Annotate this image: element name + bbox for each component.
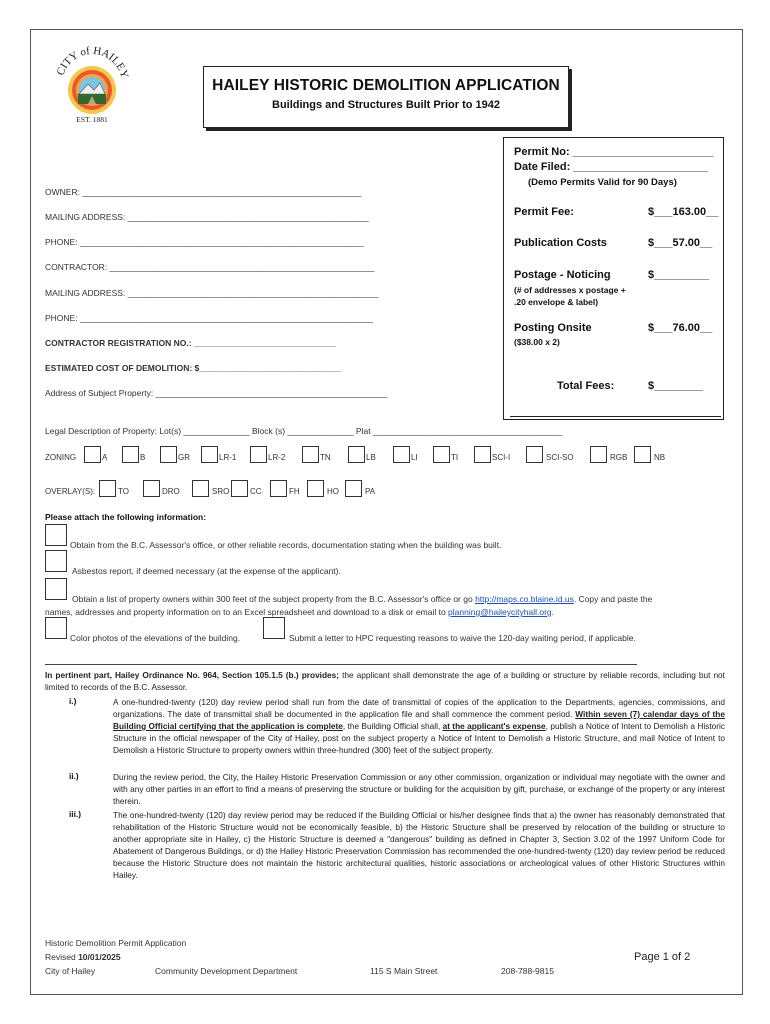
- ordinance-iii-text: The one-hundred-twenty (120) day review period may be reduced if the Building Official or his/her designee finds that a) the owner has reasonably demonstrated that rehabilitation of the Historic Structure would not be economically feasible, b) the Historic Structure shall be preserved by relocation of the building or structure to another appropriate site in Hailey, c) the Historic Structure is deemed a "dangerous" building as defined in Chapter 3, Section 3.02 of the 1997 Uniform Code for Abatement of Dangerous Buildings, or d) the Hailey Historic Preservation Commission has recommended the one-hundred-twenty (120) day review period be reduced because the Historic Structure does not maintain the historic architectural qualities, historic associations or archeological values of other Historic Structures within Hailey.: [113, 810, 725, 880]
- page-title: HAILEY HISTORIC DEMOLITION APPLICATION: [212, 77, 560, 94]
- total-fees-value[interactable]: $________: [648, 380, 704, 392]
- overlay-label-pa: PA: [365, 487, 376, 496]
- postage-label: Postage - Noticing: [514, 269, 611, 281]
- contractor-registration-field[interactable]: CONTRACTOR REGISTRATION NO.: ______________________________: [45, 338, 336, 348]
- zoning-label-tn: TN: [320, 453, 331, 462]
- zoning-label-li: LI: [411, 453, 418, 462]
- overlay-checkbox-fh[interactable]: [270, 480, 287, 497]
- attach-heading: Please attach the following information:: [45, 512, 207, 522]
- legal-description-field[interactable]: Legal Description of Property: Lot(s) ______________ Block (s) ______________ Plat ________________________________________: [45, 426, 563, 436]
- total-fees-label: Total Fees:: [557, 380, 615, 392]
- attach-item-3-text-b: . Copy and paste the: [573, 594, 653, 604]
- overlay-label-to: TO: [118, 487, 129, 496]
- ordinance-i-a: A one-hundred-twenty (120) day review period shall run from the date of transmittal of copies of the application to the Departments, agencies, commissions, and organizations. The date of transmittal shall be documented in the application file and shall commence the comment period.: [113, 697, 725, 719]
- posting-onsite-value: $___76.00__: [648, 322, 713, 334]
- attach-checkbox-3[interactable]: [45, 578, 67, 600]
- overlay-label-fh: FH: [289, 487, 300, 496]
- zoning-checkbox-nb[interactable]: [634, 446, 651, 463]
- footer-page-number: Page 1 of 2: [634, 951, 691, 963]
- estimated-cost-field[interactable]: ESTIMATED COST OF DEMOLITION: $______________________________: [45, 363, 342, 373]
- footer-revised-label: Revised: [45, 952, 79, 962]
- section-divider: [45, 664, 637, 665]
- overlay-checkbox-pa[interactable]: [345, 480, 362, 497]
- logo-arc-text: CITY of HAILEY: [54, 44, 131, 80]
- zoning-label: ZONING: [45, 453, 77, 462]
- attach-item-3-text-d: .: [551, 607, 555, 617]
- date-filed-field[interactable]: Date Filed: ______________________: [514, 161, 708, 173]
- zoning-label-rgb: RGB: [610, 453, 628, 462]
- overlay-checkbox-ho[interactable]: [307, 480, 324, 497]
- permit-no-field[interactable]: Permit No: _______________________: [514, 146, 714, 158]
- zoning-label-gr: GR: [178, 453, 190, 462]
- zoning-label-ti: TI: [451, 453, 459, 462]
- mailing-address-field[interactable]: MAILING ADDRESS: ___________________________________________________: [45, 212, 369, 222]
- zoning-checkbox-sci-so[interactable]: [526, 446, 543, 463]
- subject-address-field[interactable]: Address of Subject Property: _________________________________________________: [45, 388, 388, 398]
- overlay-label-ho: HO: [327, 487, 339, 496]
- ordinance-i-b: Within seven (7) calendar days of the Building Official certifying that the application is complete: [113, 709, 725, 731]
- zoning-label-b: B: [140, 453, 146, 462]
- ordinance-i-e: , publish a Notice of Intent to Demolish a Historic Structure in the official newspaper of the City of Hailey, post on the subject property a Notice of Intent to Demolish a Historic Structure, and mail Notice of Intent to Demolish a Historic Structure to property owners within three-hundred (300) feet of the subject property.: [113, 721, 725, 755]
- posting-onsite-note: ($38.00 x 2): [514, 337, 560, 347]
- zoning-label-nb: NB: [654, 453, 666, 462]
- ordinance-lead-bold: In pertinent part, Hailey Ordinance No. 964, Section 105.1.5 (b.) provides;: [45, 670, 340, 680]
- overlay-checkbox-dro[interactable]: [143, 480, 160, 497]
- zoning-checkbox-ti[interactable]: [433, 446, 450, 463]
- contractor-mailing-field[interactable]: MAILING ADDRESS: _____________________________________________________: [45, 288, 379, 298]
- attach-checkbox-2[interactable]: [45, 550, 67, 572]
- owner-field[interactable]: OWNER: ___________________________________________________________: [45, 187, 362, 197]
- zoning-checkbox-tn[interactable]: [302, 446, 319, 463]
- zoning-checkbox-li[interactable]: [393, 446, 410, 463]
- zoning-label-lb: LB: [366, 453, 376, 462]
- page-subtitle: Buildings and Structures Built Prior to 1942: [272, 99, 500, 111]
- footer-form-name: Historic Demolition Permit Application: [45, 938, 187, 948]
- overlay-label: OVERLAY(S):: [45, 487, 96, 496]
- contractor-field[interactable]: CONTRACTOR: ________________________________________________________: [45, 262, 375, 272]
- permit-fee-value: $___163.00__: [648, 206, 719, 218]
- ordinance-i-text: [113, 696, 725, 756]
- publication-cost-value: $___57.00__: [648, 237, 713, 249]
- overlay-label-sro: SRO: [212, 487, 230, 496]
- footer-revised: [45, 952, 121, 962]
- ordinance-lead-text: the applicant shall demonstrate the age of a building or structure by reliable records, including but not limited to records of the B.C. Assessor.: [45, 670, 725, 692]
- assessor-maps-link[interactable]: http://maps.co.blaine.id.us: [475, 594, 574, 604]
- ordinance-ii-number: ii.): [69, 771, 79, 781]
- planning-email-link[interactable]: planning@haileycityhall.org: [448, 607, 552, 617]
- permit-fee-label: Permit Fee:: [514, 206, 574, 218]
- overlay-label-cc: CC: [250, 487, 262, 496]
- overlay-label-dro: DRO: [162, 487, 180, 496]
- ordinance-lead: [45, 669, 725, 693]
- zoning-checkbox-sci-i[interactable]: [474, 446, 491, 463]
- footer-city: City of Hailey: [45, 966, 96, 976]
- attach-checkbox-4[interactable]: [45, 617, 67, 639]
- posting-onsite-label: Posting Onsite: [514, 322, 592, 334]
- publication-cost-label: Publication Costs: [514, 237, 607, 249]
- attach-item-2: Asbestos report, if deemed necessary (at the expense of the applicant).: [72, 566, 341, 576]
- attach-item-3-line1: [72, 594, 652, 604]
- overlay-checkbox-sro[interactable]: [192, 480, 209, 497]
- overlay-checkbox-cc[interactable]: [231, 480, 248, 497]
- attach-item-3-line2: [45, 607, 554, 617]
- title-box: [203, 66, 569, 128]
- attach-checkbox-5[interactable]: [263, 617, 285, 639]
- ordinance-ii-text: During the review period, the City, the Hailey Historic Preservation Commission or any other commission, organization or individual may negotiate with the owner and with any other parties in an effort to find a means of preserving the structure or building for the acquisition by gift, purchase, or exchange of the property or any interest therein.: [113, 772, 725, 806]
- postage-note-2: .20 envelope & label): [514, 297, 599, 307]
- footer-address: 115 S Main Street: [370, 966, 438, 976]
- permit-valid-note: (Demo Permits Valid for 90 Days): [528, 177, 677, 188]
- zoning-label-lr1: LR-1: [219, 453, 237, 462]
- attach-item-3-text-a: Obtain a list of property owners within 300 feet of the subject property from the B.C. Assessor's office or go: [72, 594, 476, 604]
- logo-est: EST. 1881: [76, 115, 108, 124]
- zoning-label-a: A: [102, 453, 108, 462]
- attach-item-4: Color photos of the elevations of the building.: [70, 633, 241, 643]
- attach-item-1: Obtain from the B.C. Assessor's office, or other reliable records, documentation stating when the building was built.: [70, 540, 502, 550]
- zoning-checkbox-a[interactable]: [84, 446, 101, 463]
- footer-phone: 208-788-9815: [501, 966, 554, 976]
- ordinance-i-number: i.): [69, 696, 77, 706]
- footer-department: Community Development Department: [155, 966, 298, 976]
- city-logo: [48, 36, 136, 128]
- zoning-checkbox-lb[interactable]: [348, 446, 365, 463]
- phone-field[interactable]: PHONE: ____________________________________________________________: [45, 237, 364, 247]
- zoning-label-sci-i: SCI-I: [492, 453, 511, 462]
- postage-note-1: (# of addresses x postage +: [514, 285, 626, 295]
- attach-checkbox-1[interactable]: [45, 524, 67, 546]
- total-underline: [510, 416, 721, 417]
- ordinance-i-c: , the Building Official shall,: [342, 721, 443, 731]
- zoning-checkbox-lr2[interactable]: [250, 446, 267, 463]
- ordinance-iii-number: iii.): [69, 809, 81, 819]
- postage-value[interactable]: $_________: [648, 269, 710, 281]
- contractor-phone-field[interactable]: PHONE: ______________________________________________________________: [45, 313, 374, 323]
- zoning-checkbox-rgb[interactable]: [590, 446, 607, 463]
- zoning-checkbox-gr[interactable]: [160, 446, 177, 463]
- ordinance-i-d: at the applicant's expense: [442, 721, 546, 731]
- attach-item-3-text-c: names, addresses and property information on to an Excel spreadsheet and download to a disk or email to: [45, 607, 449, 617]
- zoning-checkbox-lr1[interactable]: [201, 446, 218, 463]
- overlay-checkbox-to[interactable]: [99, 480, 116, 497]
- attach-item-5: Submit a letter to HPC requesting reasons to waive the 120-day waiting period, if applicable.: [289, 633, 636, 643]
- zoning-label-lr2: LR-2: [268, 453, 286, 462]
- footer-revised-date: 10/01/2025: [78, 952, 121, 962]
- zoning-label-sci-so: SCI-SO: [546, 453, 574, 462]
- zoning-checkbox-b[interactable]: [122, 446, 139, 463]
